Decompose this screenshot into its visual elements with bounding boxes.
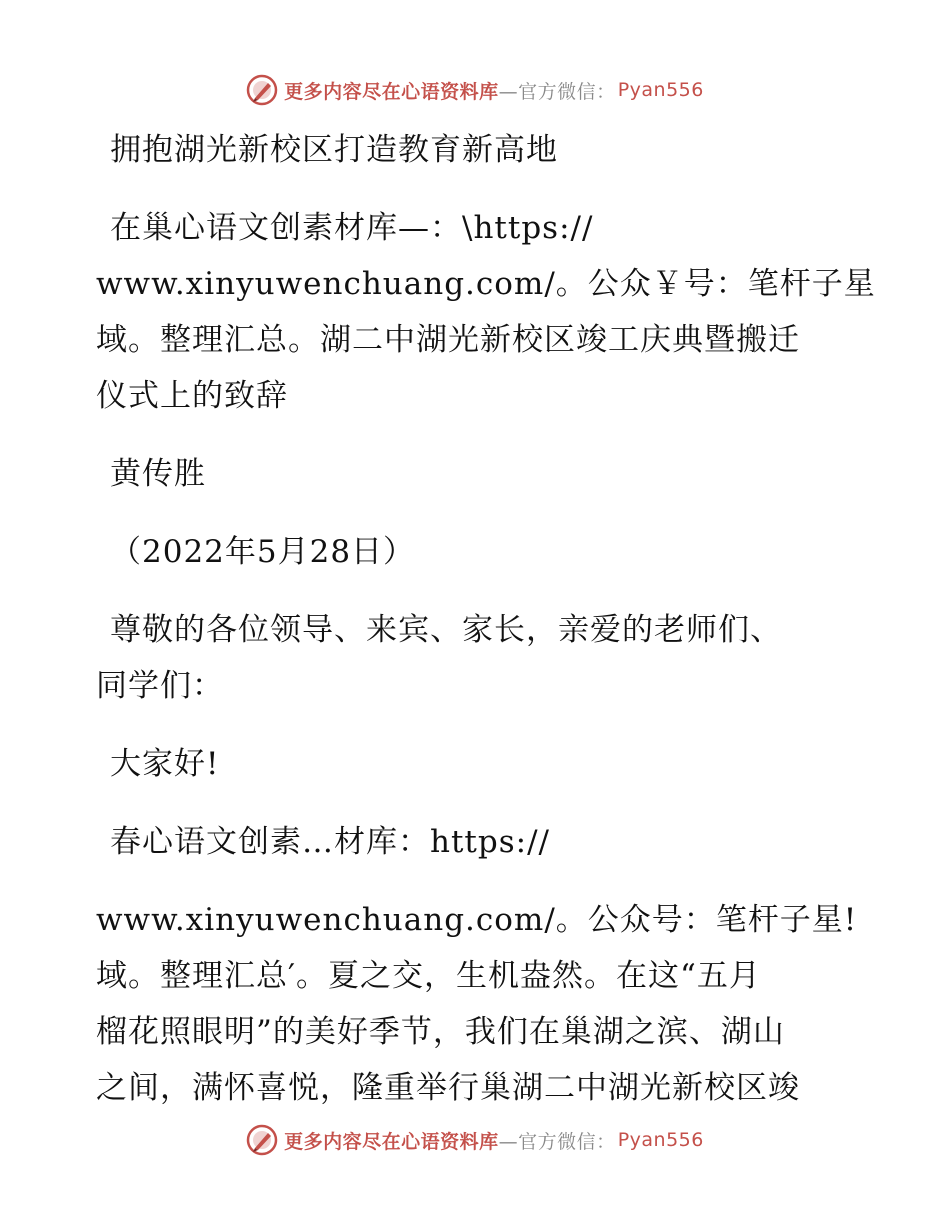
watermark-text: 更多内容尽在心语资料库 [284, 80, 499, 103]
watermark-text: 更多内容尽在心语资料库 [284, 1130, 499, 1153]
watermark-wechat-id: Pyan556 [617, 1129, 704, 1151]
greeting: 大家好! [110, 746, 220, 782]
watermark-separator: —官方微信： [498, 80, 616, 103]
intro-line-2: www.xinyuwenchuang.com/。公众￥号：笔杆子星 [96, 266, 876, 302]
speech-date: （2022年5月28日） [110, 534, 416, 570]
document-body [96, 122, 876, 1116]
watermark-wechat-id: Pyan556 [617, 79, 704, 101]
pen-logo-icon [246, 1124, 278, 1156]
watermark-separator: —官方微信： [498, 1130, 616, 1153]
salutation-line-2: 同学们： [96, 668, 224, 704]
intro-line-4: 仪式上的致辞 [96, 378, 288, 414]
author-name: 黄传胜 [110, 456, 206, 492]
header-watermark [0, 70, 950, 110]
body-line-3: 域。整理汇总′。夏之交，生机盎然。在这“五月 [96, 958, 761, 994]
intro-line-1: 在巢心语文创素材库—：\https:// [110, 210, 594, 246]
footer-watermark [0, 1120, 950, 1160]
body-line-1: 春心语文创素…材库：https:// [110, 824, 550, 860]
body-line-5: 之间，满怀喜悦，隆重举行巢湖二中湖光新校区竣 [96, 1070, 800, 1106]
salutation-line-1: 尊敬的各位领导、来宾、家长，亲爱的老师们、 [110, 612, 782, 648]
document-title: 拥抱湖光新校区打造教育新高地 [110, 132, 558, 168]
body-line-4: 榴花照眼明”的美好季节，我们在巢湖之滨、湖山 [96, 1014, 785, 1050]
pen-logo-icon [246, 74, 278, 106]
body-line-2: www.xinyuwenchuang.com/。公众号：笔杆子星! [96, 902, 858, 938]
intro-line-3: 域。整理汇总。湖二中湖光新校区竣工庆典暨搬迁 [96, 322, 800, 358]
